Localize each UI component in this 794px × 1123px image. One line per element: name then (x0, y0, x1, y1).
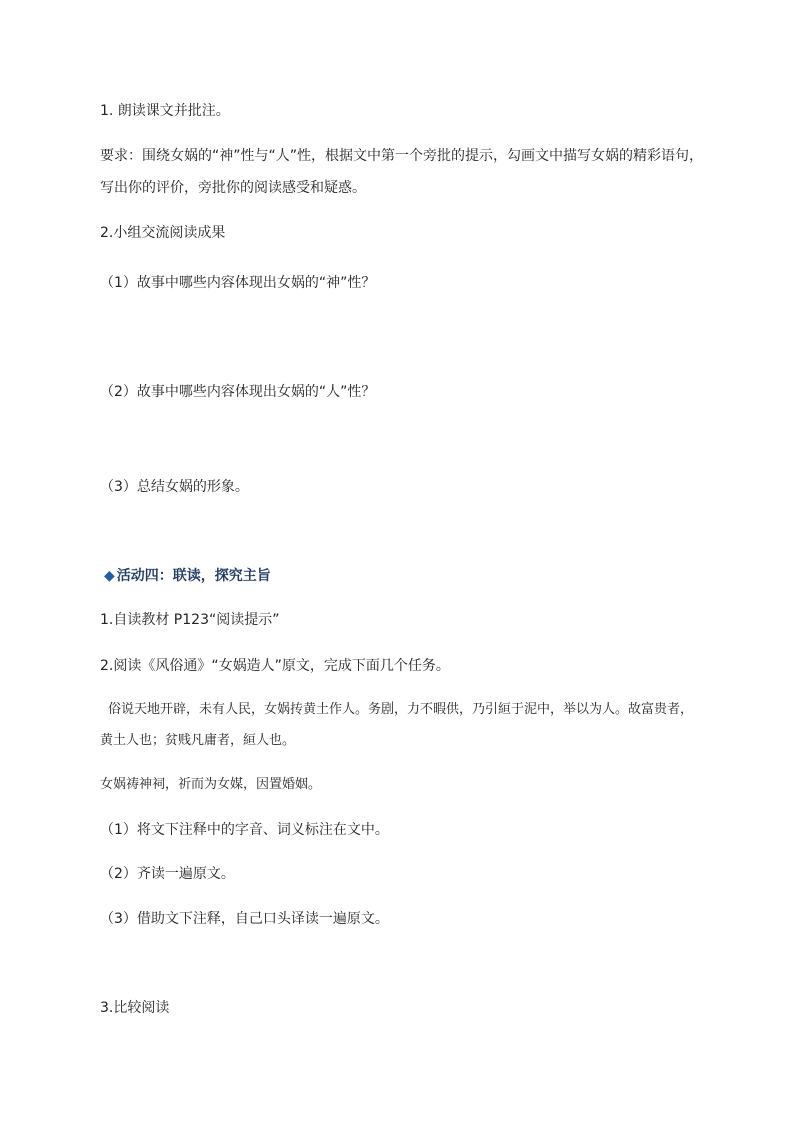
task-annotate: （1）将文下注释中的字音、词义标注在文中。 (100, 822, 389, 838)
item-read-original: 2.阅读《风俗通》“女娲造人”原文，完成下面几个任务。 (100, 658, 450, 674)
activity-heading (104, 566, 271, 586)
question-summarize-image: （3）总结女娲的形象。 (100, 479, 249, 495)
question-divine-nature: （1）故事中哪些内容体现出女娲的“神”性？ (100, 275, 376, 291)
question-human-nature: （2）故事中哪些内容体现出女娲的“人”性？ (100, 384, 376, 400)
item-group-exchange: 2.小组交流阅读成果 (100, 225, 226, 241)
task-translate: （3）借助文下注释，自己口头译读一遍原文。 (100, 911, 389, 927)
diamond-bullet-icon: ◆ (104, 568, 115, 584)
item-self-read-tips: 1.自读教材 P123“阅读提示” (100, 612, 280, 628)
task-read-aloud: （2）齐读一遍原文。 (100, 866, 235, 882)
item-read-and-annotate: 1. 朗读课文并批注。 (100, 103, 230, 119)
requirement-line-1: 要求：围绕女娲的“神”性与“人”性，根据文中第一个旁批的提示，勾画文中描写女娲的精彩语句， (100, 148, 704, 164)
classical-text-line-3: 女娲祷神祠，祈而为女媒，因置婚姻。 (100, 777, 322, 792)
classical-text-line-1: 俗说天地开辟，未有人民，女娲抟黄土作人。务剧，力不暇供，乃引絙于泥中，举以为人。故富贵者， (108, 702, 694, 717)
item-compare-reading: 3.比较阅读 (100, 1000, 170, 1016)
requirement-line-2: 写出你的评价，旁批你的阅读感受和疑惑。 (100, 180, 366, 196)
activity-title: 活动四：联读，探究主旨 (116, 568, 271, 584)
classical-text-line-2: 黄土人也；贫贱凡庸者，絙人也。 (100, 733, 296, 748)
